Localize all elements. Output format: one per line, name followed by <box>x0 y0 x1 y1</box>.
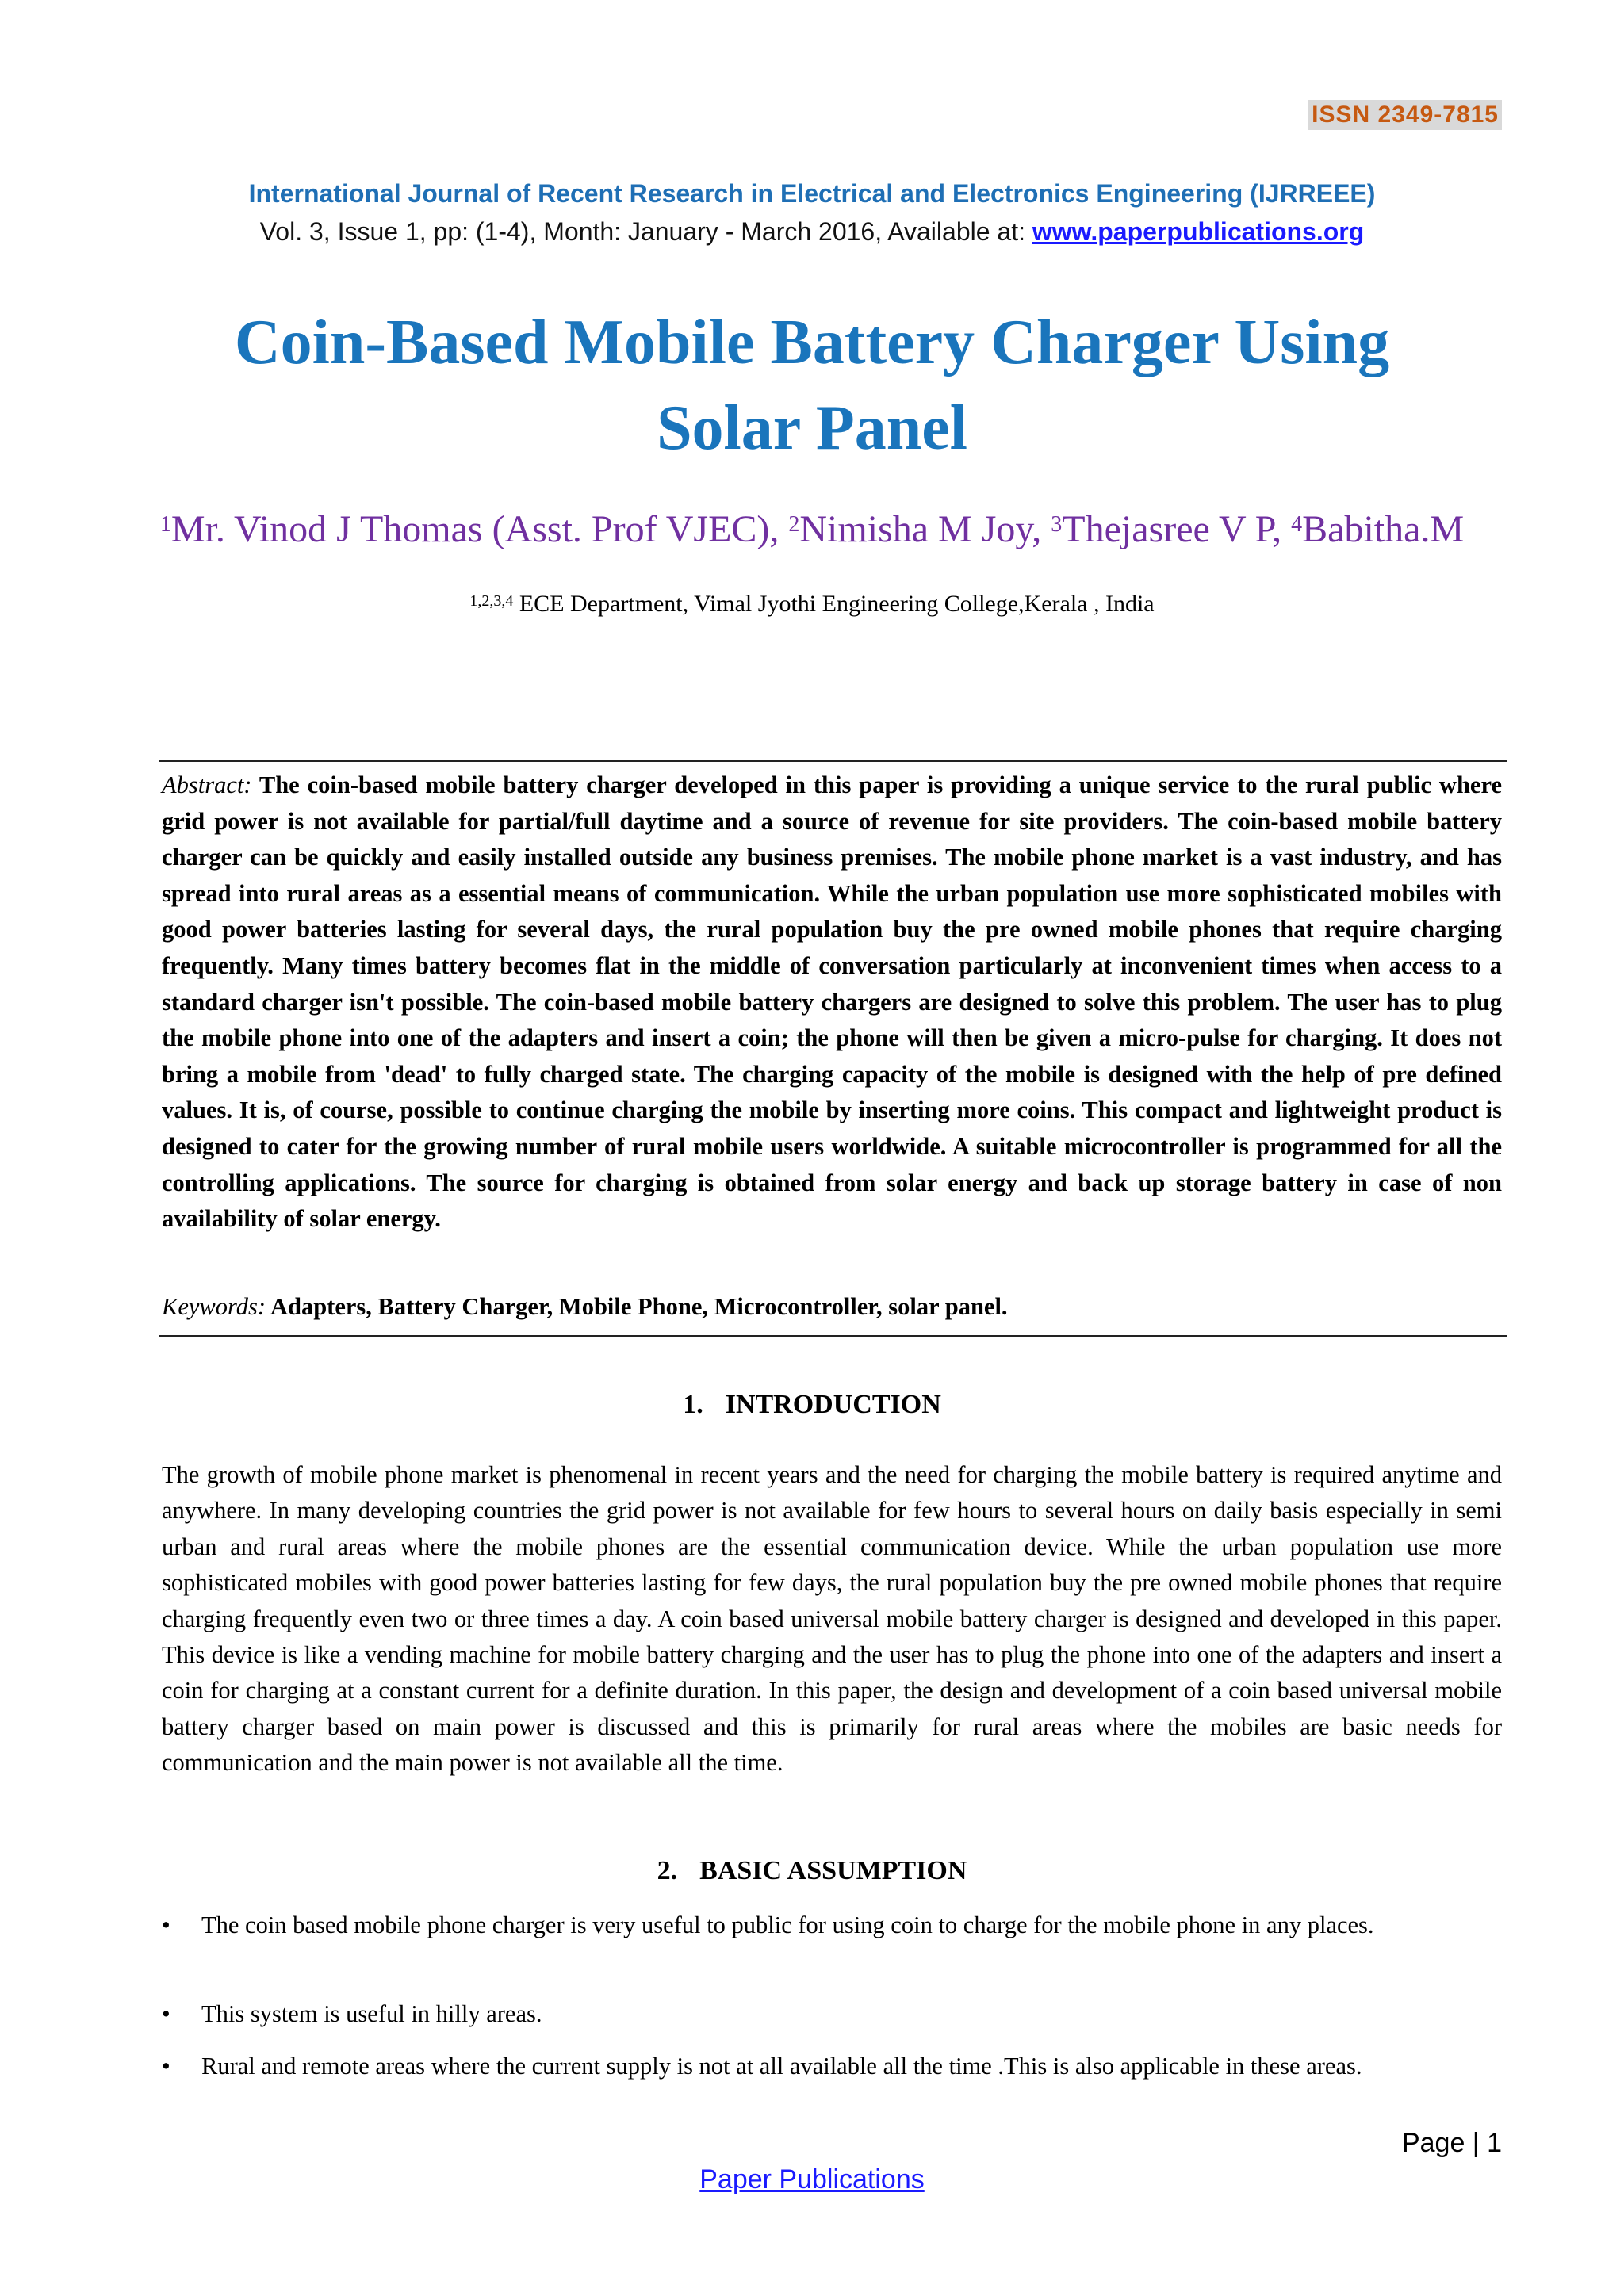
abstract-label: Abstract: <box>162 771 252 798</box>
paper-title <box>0 300 1624 471</box>
affiliation-sup: 1,2,3,4 <box>469 592 514 610</box>
author-2-sup: 2 <box>788 512 800 537</box>
bullet-text: This system is useful in hilly areas. <box>201 2000 542 2027</box>
keywords <box>162 1289 1502 1325</box>
abstract-text: The coin-based mobile battery charger developed in this paper is providing a unique service to the rural public where grid power is not available for partial/full daytime and a source of revenue for site providers. The coin-based mobile battery charger can be quickly and easily installed outside any business premises. The mobile phone market is a vast industry, and has spread into rural areas as a essential means of communication. While the urban population use more sophisticated mobiles with good power batteries lasting for several days, the rural population buy the pre owned mobile phones that require charging frequently. Many times battery becomes flat in the middle of conversation particularly at inconvenient times when access to a standard charger isn't possible. The coin-based mobile battery chargers are designed to solve this problem. The user has to plug the mobile phone into one of the adapters and insert a coin; the phone will then be given a micro-pulse for charging. It does not bring a mobile from 'dead' to fully charged state. The charging capacity of the mobile is designed with the help of pre defined values. It is, of course, possible to continue charging the mobile by inserting more coins. This compact and lightweight product is designed to cater for the growing number of rural mobile users worldwide. A suitable microcontroller is programmed for all the controlling applications. The source for charging is obtained from solar energy and back up storage battery in case of non availability of solar energy. <box>162 771 1502 1233</box>
title-line-1: Coin-Based Mobile Battery Charger Using <box>234 308 1390 377</box>
section-1-title: INTRODUCTION <box>725 1390 941 1419</box>
section-2-heading <box>0 1854 1624 1888</box>
title-line-2: Solar Panel <box>657 393 967 463</box>
author-4: Babitha.M <box>1302 508 1465 550</box>
bullet-text: Rural and remote areas where the current supply is not at all available all the time .This is also applicable in these areas. <box>201 2053 1362 2080</box>
introduction-paragraph: The growth of mobile phone market is phenomenal in recent years and the need for charging the mobile battery is required anytime and anywhere. In many developing countries the grid power is not available for few hours to several hours on daily basis especially in semi urban and rural areas where the mobile phones are the essential communication device. While the urban population use more sophisticated mobiles with good power batteries lasting for few days, the rural population buy the pre owned mobile phones that require charging frequently even two or three times a day. A coin based universal mobile battery charger is designed and developed in this paper. This device is like a vending machine for mobile battery charging and the user has to plug the phone into one of the adapters and insert a coin for charging at a constant current for a definite duration. In this paper, the design and development of a coin based universal mobile battery charger based on main power is discussed and this is primarily for rural areas where the mobiles are basic needs for communication and the main power is not available all the time. <box>162 1461 1502 1777</box>
keywords-text: Adapters, Battery Charger, Mobile Phone, Microcontroller, solar panel. <box>266 1293 1008 1320</box>
journal-header <box>0 174 1624 251</box>
assumption-bullet-1 <box>162 1908 1502 1943</box>
abstract-bottom-rule <box>159 1335 1507 1337</box>
journal-name: International Journal of Recent Research in Electrical and Electronics Engineering (IJRREEE) <box>248 179 1376 208</box>
author-2: Nimisha M Joy, <box>799 508 1051 550</box>
assumption-bullet-3 <box>162 2049 1502 2084</box>
volume-text: Vol. 3, Issue 1, pp: (1-4), Month: January - March 2016, Available at: <box>259 217 1032 246</box>
abstract-top-rule <box>159 760 1507 762</box>
affiliation <box>0 588 1624 620</box>
page-number: Page | 1 <box>1401 2128 1502 2158</box>
section-1-heading <box>0 1387 1624 1422</box>
publisher-link[interactable]: Paper Publications <box>699 2164 925 2195</box>
section-1-number: 1. <box>683 1390 703 1419</box>
section-2-number: 2. <box>657 1856 678 1885</box>
affiliation-text: ECE Department, Vimal Jyothi Engineering College,Kerala , India <box>513 591 1155 617</box>
keywords-label: Keywords: <box>162 1293 266 1320</box>
bullet-glyph: • <box>162 1911 170 1938</box>
issn-label: ISSN 2349-7815 <box>1308 100 1502 130</box>
author-3-sup: 3 <box>1051 512 1063 537</box>
bullet-text: The coin based mobile phone charger is very useful to public for using coin to charge for the mobile phone in any places. <box>201 1911 1374 1938</box>
author-1-sup: 1 <box>159 512 171 537</box>
bullet-glyph: • <box>162 2053 170 2080</box>
author-1: Mr. Vinod J Thomas (Asst. Prof VJEC), <box>170 508 789 550</box>
bullet-glyph: • <box>162 2000 170 2027</box>
author-3: Thejasree V P, <box>1062 508 1292 550</box>
assumption-bullet-2 <box>162 1996 1502 2032</box>
author-list <box>0 504 1624 555</box>
website-link[interactable]: www.paperpublications.org <box>1032 217 1365 246</box>
section-2-title: BASIC ASSUMPTION <box>699 1856 967 1885</box>
volume-info <box>0 212 1624 251</box>
abstract <box>162 767 1502 1238</box>
author-4-sup: 4 <box>1291 512 1303 537</box>
